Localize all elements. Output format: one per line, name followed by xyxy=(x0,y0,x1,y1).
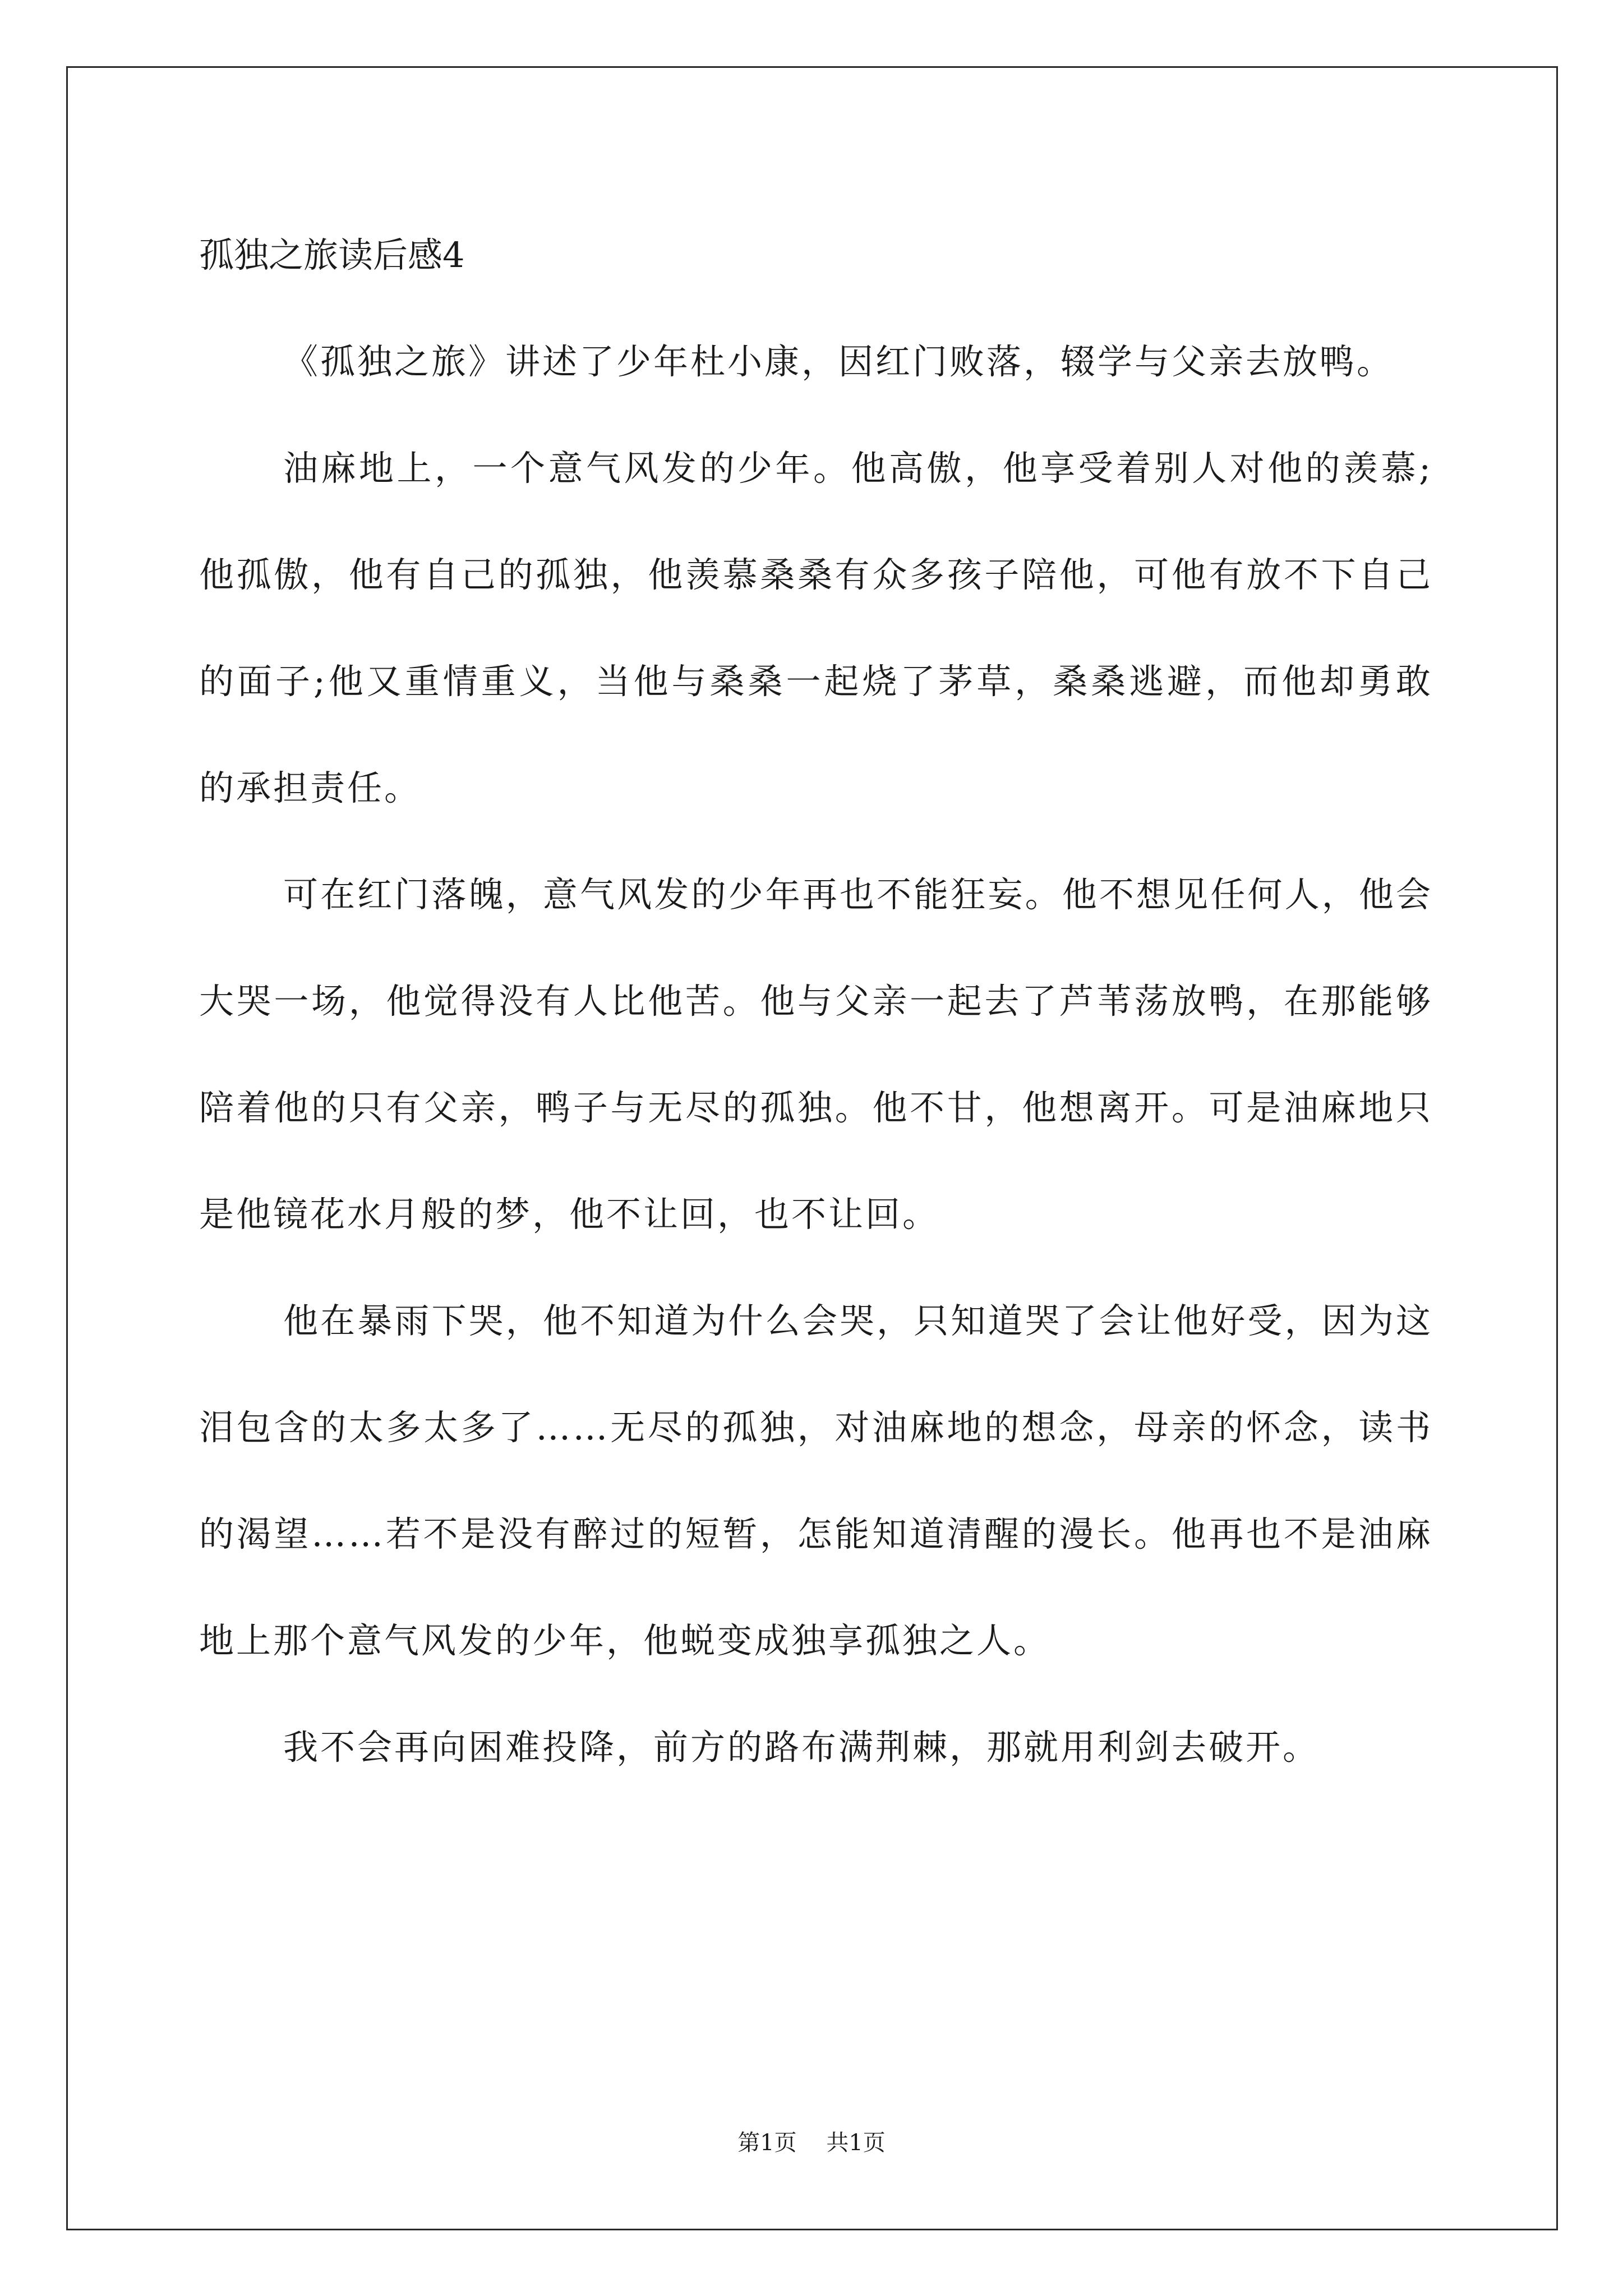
paragraph-4: 他在暴雨下哭，他不知道为什么会哭，只知道哭了会让他好受，因为这泪包含的太多太多了……无尽的孤独，对油麻地的想念，母亲的怀念，读书的渴望……若不是没有醉过的短暂，怎能知道清醒的漫长。他再也不是油麻地上那个意气风发的少年，他蜕变成独享孤独之人。 xyxy=(199,1300,1433,1661)
paragraph-2: 油麻地上，一个意气风发的少年。他高傲，他享受着别人对他的羡慕;他孤傲，他有自己的孤独，他羡慕桑桑有众多孩子陪他，可他有放不下自己的面子;他又重情重义，当他与桑桑一起烧了茅草，桑桑逃避，而他却勇敢的承担责任。 xyxy=(199,448,1433,808)
document-title: 孤独之旅读后感4 xyxy=(199,234,465,275)
page-footer xyxy=(0,2126,1623,2160)
paragraph-5: 我不会再向困难投降，前方的路布满荆棘，那就用利剑去破开。 xyxy=(283,1727,1320,1768)
page-number-current: 第1页 xyxy=(737,2130,797,2156)
page-number-total: 共1页 xyxy=(826,2130,886,2156)
paragraph-1: 《孤独之旅》讲述了少年杜小康，因红门败落，辍学与父亲去放鸭。 xyxy=(283,341,1394,382)
paragraph-3: 可在红门落魄，意气风发的少年再也不能狂妄。他不想见任何人，他会大哭一场，他觉得没有人比他苦。他与父亲一起去了芦苇荡放鸭，在那能够陪着他的只有父亲，鸭子与无尽的孤独。他不甘，他想离开。可是油麻地只是他镜花水月般的梦，他不让回，也不让回。 xyxy=(199,874,1433,1235)
document-body xyxy=(199,202,1433,1801)
